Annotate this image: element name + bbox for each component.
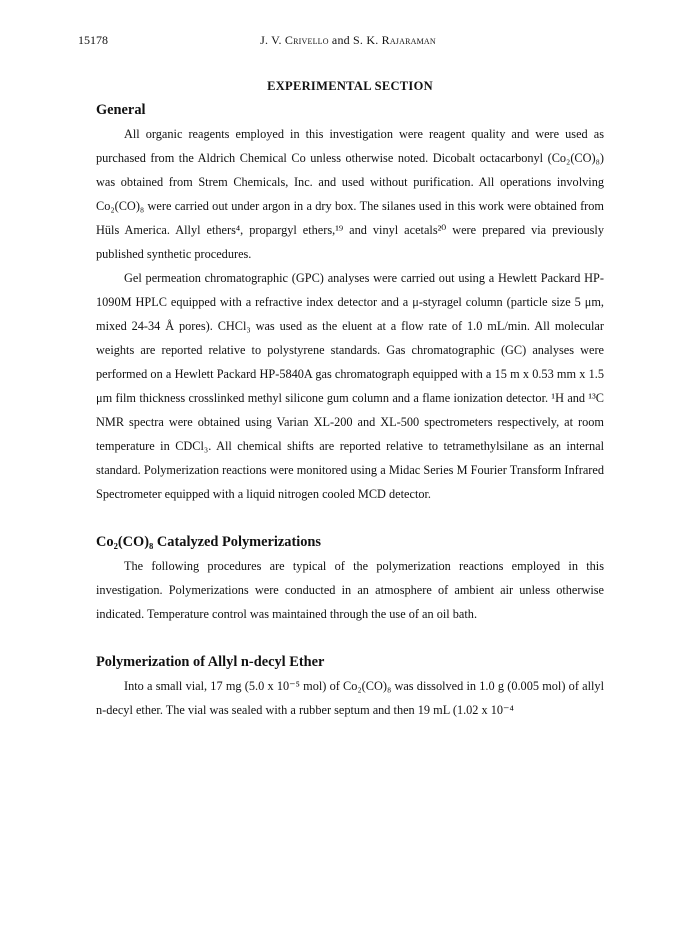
body-text [96, 74, 604, 722]
catalyzed-heading: Co₂(CO)₈ Catalyzed Polymerizations [96, 534, 321, 550]
spacer [96, 626, 604, 650]
author2-surname: Rajaraman [381, 33, 436, 47]
author1-surname: Crivello [284, 33, 329, 47]
authors-prefix: J. V. [260, 33, 285, 47]
authors-mid: and S. K. [328, 33, 382, 47]
allyl-heading: Polymerization of Allyl n-decyl Ether [96, 654, 325, 670]
general-heading: General [96, 102, 146, 118]
running-head [78, 33, 618, 53]
section-title: EXPERIMENTAL SECTION [267, 79, 433, 93]
general-paragraph-1: All organic reagents employed in this investigation were reagent quality and were used as purchased from the Aldrich Chemical Co unless otherwise noted. Dicobalt octacarbonyl (Co₂(CO)₈) was obtained from Strem Chemicals, Inc. and used without purification. All operations involving Co₂(CO)₈ were carried out under argon in a dry box. The silanes used in this work were obtained from Hüls America. Allyl ethers⁴, propargyl ethers,¹⁹ and vinyl acetals²⁰ were prepared via previously published synthetic procedures. [96, 127, 604, 261]
allyl-paragraph-1: Into a small vial, 17 mg (5.0 x 10⁻⁵ mol) of Co₂(CO)₈ was dissolved in 1.0 g (0.005 mol) of allyl n-decyl ether. The vial was sealed with a rubber septum and then 19 mL (1.02 x 10⁻⁴ [96, 679, 604, 717]
general-paragraph-2: Gel permeation chromatographic (GPC) analyses were carried out using a Hewlett Packard HP-1090M HPLC equipped with a refractive index detector and a μ-styragel column (particle size 5 μm, mixed 24-34 Å pores). CHCl₃ was used as the eluent at a flow rate of 1.0 mL/min. All molecular weights are reported relative to polystyrene standards. Gas chromatographic (GC) analyses were performed on a Hewlett Packard HP-5840A gas chromatograph equipped with a 15 m x 0.53 mm x 1.5 μm film thickness crosslinked methyl silicone gum column and a flame ionization detector. ¹H and ¹³C NMR spectra were obtained using Varian XL-200 and XL-500 spectrometers respectively, at room temperature in CDCl₃. All chemical shifts are reported relative to tetramethylsilane as an internal standard. Polymerization reactions were monitored using a Midac Series M Fourier Transform Infrared Spectrometer equipped with a liquid nitrogen cooled MCD detector. [96, 271, 604, 501]
running-head-authors [78, 33, 618, 48]
catalyzed-paragraph-1: The following procedures are typical of the polymerization reactions employed in this investigation. Polymerizations were conducted in an atmosphere of ambient air unless otherwise indicated. Temperature control was maintained through the use of an oil bath. [96, 559, 604, 621]
page-number: 15178 [78, 33, 108, 47]
spacer [96, 506, 604, 530]
